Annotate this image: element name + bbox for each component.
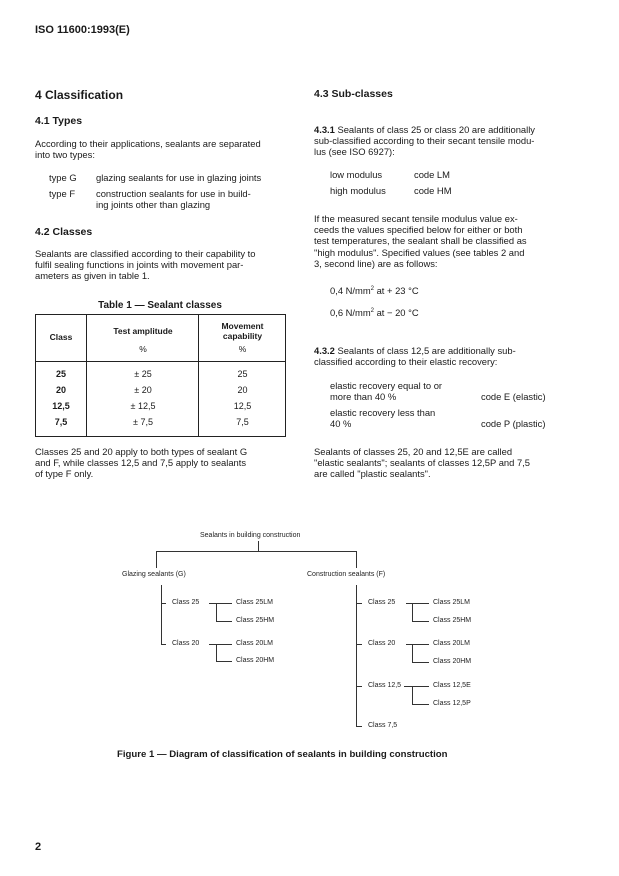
type-g-desc: glazing sealants for use in glazing joints — [96, 172, 262, 183]
text-line: 40 % — [330, 418, 352, 430]
text-line: ceeds the values specified below for either or both — [314, 224, 523, 236]
superscript: 2 — [370, 286, 374, 292]
table-cell-class: 25 — [55, 369, 66, 379]
table-1-title: Table 1 — Sealant classes — [98, 300, 222, 311]
text-line: capability — [222, 331, 263, 341]
low-modulus-label: low modulus — [330, 169, 383, 180]
text-line: According to their applications, sealants are separated — [35, 138, 261, 149]
text-line: test temperatures, the sealant shall be classified as — [314, 235, 527, 247]
type-g-label: type G — [49, 172, 77, 183]
value-text: at − 20 °C — [373, 307, 419, 319]
section-4-1-title: 4.1 Types — [35, 115, 83, 127]
text-line: ameters as given in table 1. — [35, 270, 150, 282]
table-header-test-amplitude: Test amplitude — [113, 326, 173, 336]
table-cell-movement: 12,5 — [233, 401, 252, 411]
text-line: and F, while classes 12,5 and 7,5 apply to sealants — [35, 457, 247, 469]
text-line: classified according to their elastic recovery: — [314, 356, 498, 368]
diagram-f-class-20: Class 20 — [368, 640, 396, 647]
document-header: ISO 11600:1993(E) — [35, 24, 130, 36]
diagram-g-class-20: Class 20 — [172, 640, 200, 647]
diagram-f-class-25lm: Class 25LM — [433, 599, 470, 606]
text-line: 3, second line) are as follows: — [314, 257, 438, 269]
figure-1-caption: Figure 1 — Diagram of classification of sealants in building construction — [117, 749, 448, 760]
diagram-f-class-25hm: Class 25HM — [433, 617, 472, 624]
value-text: 0,4 N/mm — [330, 285, 371, 297]
value-text: 0,6 N/mm — [330, 307, 371, 319]
text-line: of type F only. — [35, 468, 94, 480]
text-line: "elastic sealants"; sealants of classes 12,5P and 7,5 — [314, 457, 530, 469]
code-p: code P (plastic) — [481, 418, 546, 429]
text-line: fulfil sealing functions in joints with movement par- — [35, 259, 244, 271]
page-number: 2 — [35, 841, 42, 853]
table-cell-class: 12,5 — [52, 401, 70, 411]
text-line: Sealants of classes 25, 20 and 12,5E are called — [314, 446, 513, 457]
diagram-f-class-12-5: Class 12,5 — [368, 682, 402, 689]
text-line: Sealants are classified according to their capability to — [35, 248, 256, 259]
table-cell-movement: 7,5 — [236, 417, 249, 427]
superscript: 2 — [370, 308, 374, 314]
text-line: elastic recovery less than — [330, 407, 436, 418]
diagram-root-node: Sealants in building construction — [200, 532, 301, 539]
table-cell-movement: 25 — [237, 369, 248, 379]
diagram-f-class-12-5p: Class 12,5P — [433, 700, 471, 707]
value-text: at + 23 °C — [373, 285, 419, 297]
type-f-label: type F — [49, 188, 76, 199]
table-cell-class: 7,5 — [54, 417, 68, 427]
table-header-class: Class — [49, 332, 73, 342]
text-line: Classes 25 and 20 apply to both types of sealant G — [35, 446, 248, 457]
diagram-construction-node: Construction sealants (F) — [307, 571, 386, 578]
high-modulus-label: high modulus — [330, 185, 386, 196]
text-span: Sealants of class 12,5 are additionally sub- — [337, 345, 516, 356]
clause-number: 4.3.2 — [314, 345, 335, 356]
diagram-g-class-20lm: Class 20LM — [236, 640, 273, 647]
high-modulus-code: code HM — [414, 185, 452, 196]
diagram-g-class-25: Class 25 — [172, 599, 200, 606]
section-4-title: 4 Classification — [35, 88, 124, 102]
diagram-f-class-20lm: Class 20LM — [433, 640, 470, 647]
table-header-movement-unit: % — [238, 344, 247, 354]
table-cell-test: ± 20 — [134, 385, 152, 395]
section-4-3-title: 4.3 Sub-classes — [314, 88, 393, 100]
diagram-f-class-7-5: Class 7,5 — [368, 722, 398, 729]
text-line: into two types: — [35, 149, 95, 161]
text-line: more than 40 % — [330, 391, 397, 403]
diagram-g-class-25lm: Class 25LM — [236, 599, 273, 606]
code-e: code E (elastic) — [481, 391, 546, 402]
table-cell-test: ± 25 — [134, 369, 152, 379]
table-cell-movement: 20 — [237, 385, 248, 395]
table-cell-class: 20 — [55, 385, 66, 395]
text-line: elastic recovery equal to or — [330, 380, 443, 391]
diagram-f-class-12-5e: Class 12,5E — [433, 682, 471, 689]
section-4-2-title: 4.2 Classes — [35, 226, 93, 238]
diagram-f-class-20hm: Class 20HM — [433, 658, 472, 665]
text-line: If the measured secant tensile modulus value ex- — [314, 213, 518, 224]
text-line: lus (see ISO 6927): — [314, 146, 395, 158]
text-line: Movement — [221, 321, 264, 331]
diagram-f-class-25: Class 25 — [368, 599, 396, 606]
clause-number: 4.3.1 — [314, 124, 335, 135]
text-span: Sealants of class 25 or class 20 are additionally — [337, 124, 535, 135]
diagram-glazing-node: Glazing sealants (G) — [122, 571, 186, 578]
table-cell-test: ± 12,5 — [130, 401, 156, 411]
text-line: sub-classified according to their secant tensile modu- — [314, 135, 535, 147]
text-line: are called "plastic sealants". — [314, 468, 431, 480]
table-cell-test: ± 7,5 — [133, 417, 153, 427]
text-line: ing joints other than glazing — [96, 199, 211, 211]
text-line: construction sealants for use in build- — [96, 188, 251, 199]
text-line: "high modulus". Specified values (see tables 2 and — [314, 246, 525, 258]
diagram-g-class-25hm: Class 25HM — [236, 617, 275, 624]
low-modulus-code: code LM — [414, 169, 450, 180]
table-header-test-unit: % — [139, 344, 147, 354]
diagram-g-class-20hm: Class 20HM — [236, 657, 275, 664]
